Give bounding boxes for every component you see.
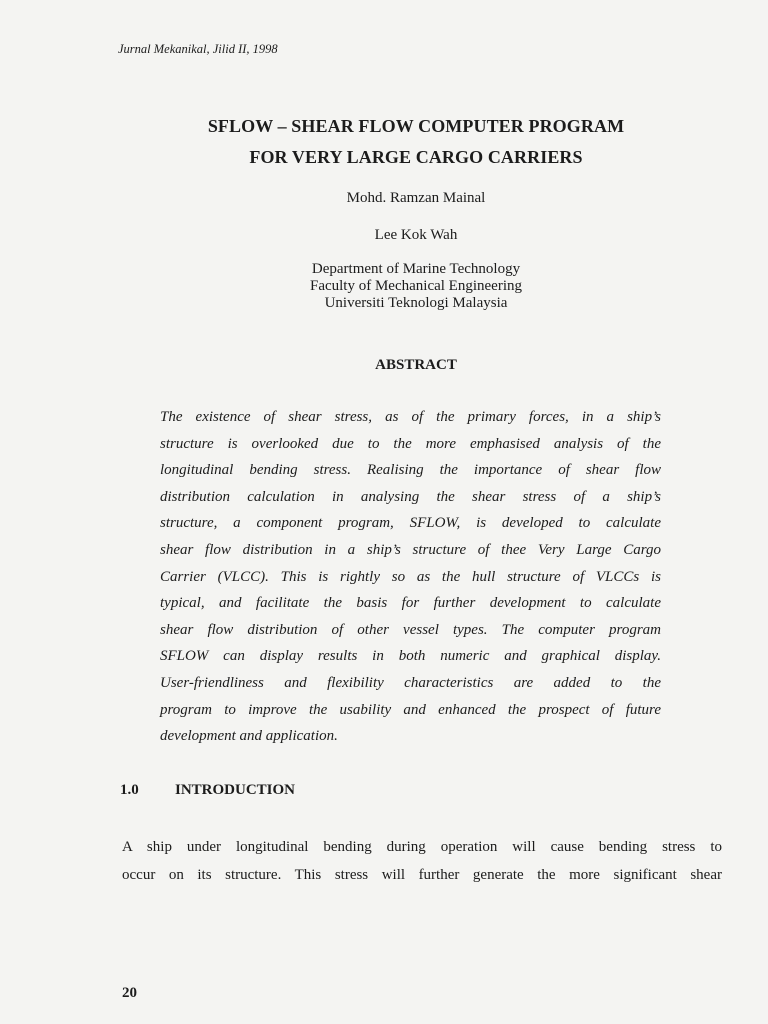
author-2: Lee Kok Wah — [374, 227, 458, 243]
paper-title-line-2: FOR VERY LARGE CARGO CARRIERS — [249, 147, 583, 167]
page-number: 20 — [122, 985, 137, 1001]
abstract-line: distribution calculation in analysing the shear stress of a ship’s — [160, 488, 661, 505]
introduction-body — [122, 833, 722, 889]
abstract-line: program to improve the usability and enhanced the prospect of future — [160, 701, 661, 718]
abstract-line: typical, and facilitate the basis for further development to calculate — [160, 595, 661, 612]
abstract-line: shear flow distribution of other vessel types. The computer program — [160, 621, 661, 638]
abstract-line: The existence of shear stress, as of the primary forces, in a ship’s — [160, 409, 661, 425]
affiliation-university: Universiti Teknologi Malaysia — [324, 295, 508, 311]
abstract-line: SFLOW can display results in both numeric and graphical display. — [160, 648, 661, 665]
journal-header: Jurnal Mekanikal, Jilid II, 1998 — [118, 42, 278, 56]
abstract-line: shear flow distribution in a ship’s structure of thee Very Large Cargo — [160, 541, 661, 558]
affiliation-faculty: Faculty of Mechanical Engineering — [309, 278, 522, 294]
affiliation-department: Department of Marine Technology — [311, 261, 521, 277]
abstract-heading: ABSTRACT — [375, 357, 457, 373]
abstract-line: User-friendliness and flexibility characteristics are added to the — [160, 674, 661, 691]
abstract-line: development and application. — [160, 728, 338, 745]
affiliation — [0, 261, 768, 312]
abstract-line: structure, a component program, SFLOW, is developed to calculate — [160, 515, 661, 532]
section-heading — [120, 782, 295, 799]
introduction-line: A ship under longitudinal bending during operation will cause bending stress to — [122, 839, 722, 855]
abstract-line: longitudinal bending stress. Realising the importance of shear flow — [160, 462, 661, 479]
author-1: Mohd. Ramzan Mainal — [346, 190, 486, 206]
paper-title-line-1: SFLOW – SHEAR FLOW COMPUTER PROGRAM — [207, 116, 625, 136]
section-title: INTRODUCTION — [175, 782, 296, 798]
abstract-line: Carrier (VLCC). This is rightly so as the hull structure of VLCCs is — [160, 568, 661, 585]
introduction-line: occur on its structure. This stress will further generate the more significant shear — [122, 867, 722, 883]
abstract-body — [160, 404, 661, 750]
section-number: 1.0 — [120, 782, 139, 798]
abstract-line: structure is overlooked due to the more emphasised analysis of the — [160, 435, 661, 452]
